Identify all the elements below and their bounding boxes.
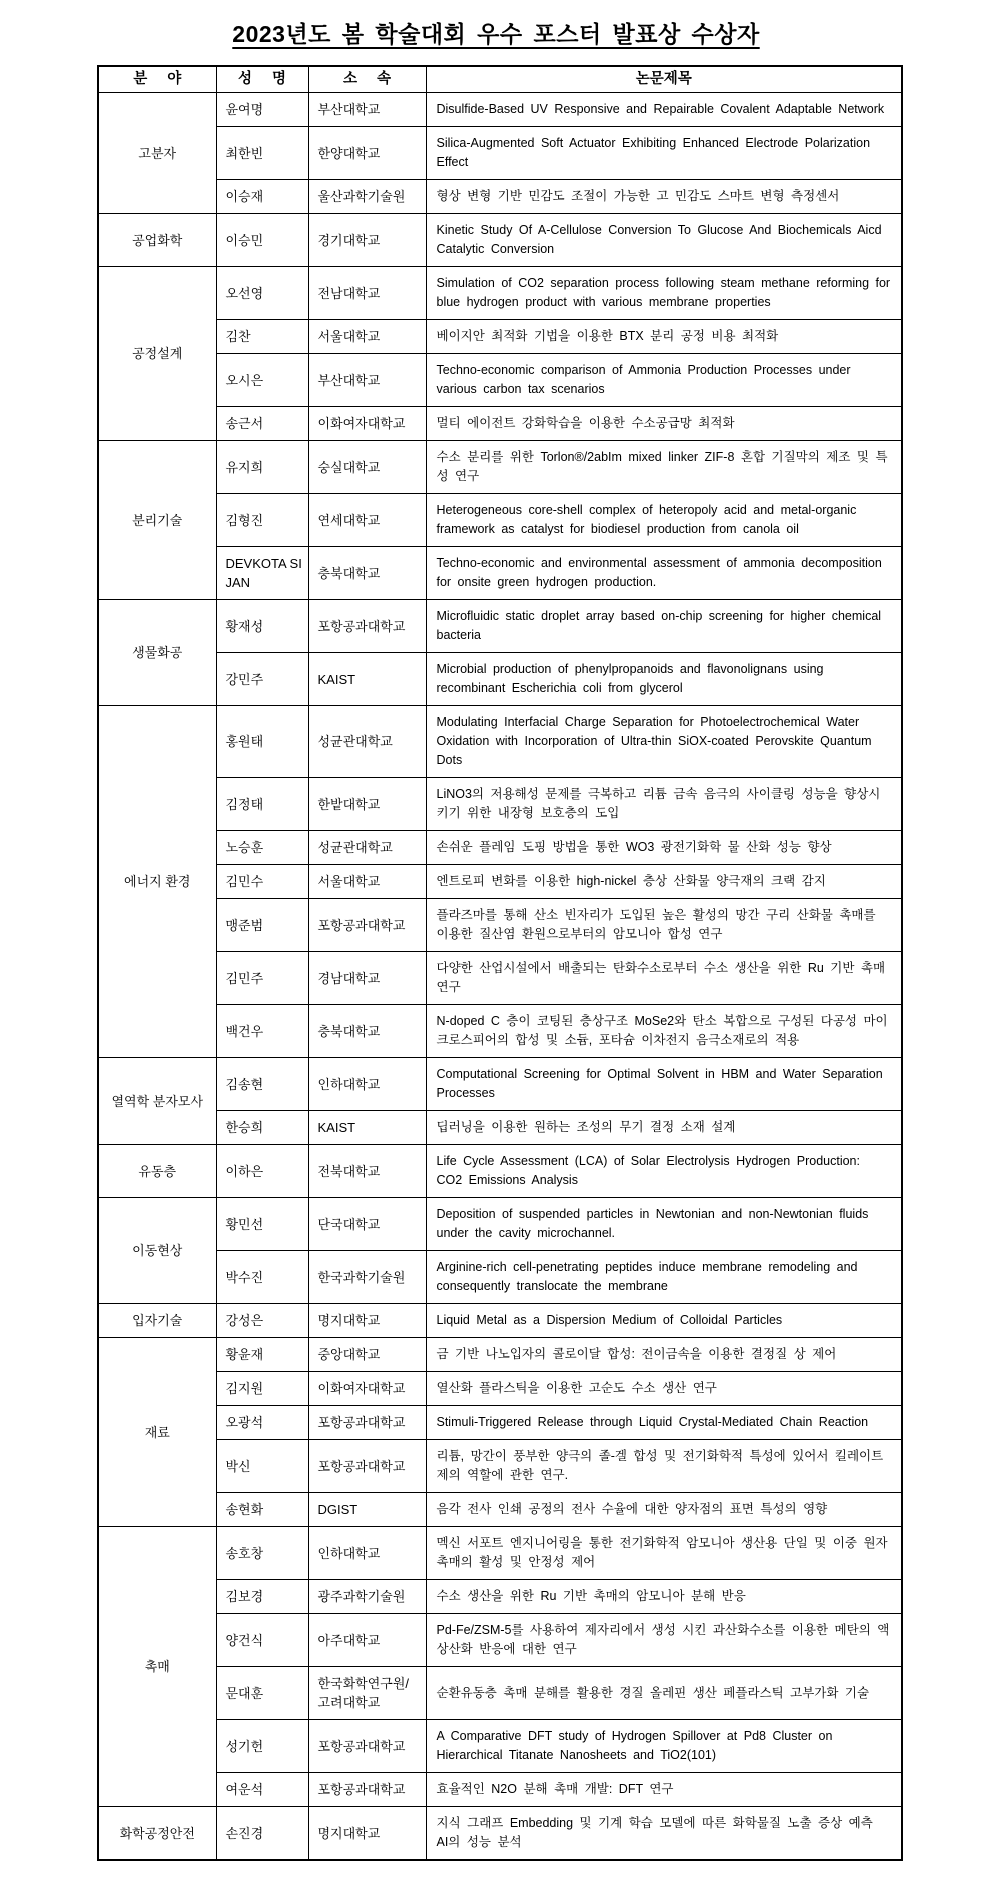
page-title: 2023년도 봄 학술대회 우수 포스터 발표상 수상자	[232, 21, 760, 47]
paper-title-cell: 효율적인 N2O 분해 촉매 개발: DFT 연구	[426, 1773, 902, 1807]
header-field: 분 야	[98, 66, 216, 93]
affiliation-cell: 포항공과대학교	[308, 1773, 426, 1807]
affiliation-cell: 성균관대학교	[308, 831, 426, 865]
affiliation-cell: 한국과학기술원	[308, 1251, 426, 1304]
name-cell: 송근서	[216, 407, 308, 441]
name-cell: 맹준범	[216, 899, 308, 952]
name-cell: 황재성	[216, 600, 308, 653]
name-cell: 이승재	[216, 180, 308, 214]
table-row	[98, 547, 902, 600]
name-cell: 강성은	[216, 1304, 308, 1338]
affiliation-cell: 포항공과대학교	[308, 1720, 426, 1773]
table-body	[98, 93, 902, 1861]
table-row	[98, 354, 902, 407]
paper-title-cell: 음각 전사 인쇄 공정의 전사 수율에 대한 양자점의 표면 특성의 영향	[426, 1493, 902, 1527]
affiliation-cell: 포항공과대학교	[308, 899, 426, 952]
name-cell: 황윤재	[216, 1338, 308, 1372]
name-cell: 오선영	[216, 267, 308, 320]
name-cell: 유지희	[216, 441, 308, 494]
table-row	[98, 1720, 902, 1773]
name-cell: 노승훈	[216, 831, 308, 865]
name-cell: 최한빈	[216, 127, 308, 180]
table-row	[98, 600, 902, 653]
table-row	[98, 1406, 902, 1440]
table-row	[98, 1304, 902, 1338]
name-cell: 한승희	[216, 1111, 308, 1145]
affiliation-cell: 광주과학기술원	[308, 1580, 426, 1614]
table-row	[98, 320, 902, 354]
paper-title-cell: Kinetic Study Of A-Cellulose Conversion To Glucose And Biochemicals Aicd Catalytic Conversion	[426, 214, 902, 267]
header-paper-title: 논문제목	[426, 66, 902, 93]
header-affiliation: 소 속	[308, 66, 426, 93]
name-cell: 김정태	[216, 778, 308, 831]
name-cell: 홍원태	[216, 706, 308, 778]
affiliation-cell: 서울대학교	[308, 865, 426, 899]
affiliation-cell: 명지대학교	[308, 1304, 426, 1338]
table-row	[98, 1058, 902, 1111]
table-row	[98, 1338, 902, 1372]
affiliation-cell: 포항공과대학교	[308, 1406, 426, 1440]
name-cell: DEVKOTA SIJAN	[216, 547, 308, 600]
paper-title-cell: LiNO3의 저용해성 문제를 극복하고 리튬 금속 음극의 사이클링 성능을 향상시키기 위한 내장형 보호층의 도입	[426, 778, 902, 831]
name-cell: 손진경	[216, 1807, 308, 1861]
paper-title-cell: 멀티 에이전트 강화학습을 이용한 수소공급망 최적화	[426, 407, 902, 441]
affiliation-cell: 충북대학교	[308, 547, 426, 600]
affiliation-cell: 부산대학교	[308, 93, 426, 127]
affiliation-cell: 전남대학교	[308, 267, 426, 320]
name-cell: 강민주	[216, 653, 308, 706]
affiliation-cell: 연세대학교	[308, 494, 426, 547]
paper-title-cell: Heterogeneous core-shell complex of heteropoly acid and metal-organic framework as catalyst for biodiesel production from canola oil	[426, 494, 902, 547]
affiliation-cell: 명지대학교	[308, 1807, 426, 1861]
paper-title-cell: 수소 분리를 위한 Torlon®/2abIm mixed linker ZIF-8 혼합 기질막의 제조 및 특성 연구	[426, 441, 902, 494]
table-row	[98, 706, 902, 778]
paper-title-cell: Stimuli-Triggered Release through Liquid Crystal-Mediated Chain Reaction	[426, 1406, 902, 1440]
paper-title-cell: Liquid Metal as a Dispersion Medium of Colloidal Particles	[426, 1304, 902, 1338]
table-row	[98, 180, 902, 214]
affiliation-cell: 중앙대학교	[308, 1338, 426, 1372]
paper-title-cell: 손쉬운 플레임 도핑 방법을 통한 WO3 광전기화학 물 산화 성능 향상	[426, 831, 902, 865]
paper-title-cell: Computational Screening for Optimal Solvent in HBM and Water Separation Processes	[426, 1058, 902, 1111]
paper-title-cell: N-doped C 층이 코팅된 층상구조 MoSe2와 탄소 복합으로 구성된 다공성 마이크로스피어의 합성 및 소듐, 포타슘 이차전지 음극소재로의 적용	[426, 1005, 902, 1058]
affiliation-cell: 단국대학교	[308, 1198, 426, 1251]
paper-title-cell: 베이지안 최적화 기법을 이용한 BTX 분리 공정 비용 최적화	[426, 320, 902, 354]
name-cell: 김찬	[216, 320, 308, 354]
field-cell: 생물화공	[98, 600, 216, 706]
field-cell: 고분자	[98, 93, 216, 214]
table-row	[98, 214, 902, 267]
paper-title-cell: 플라즈마를 통해 산소 빈자리가 도입된 높은 활성의 망간 구리 산화물 촉매를 이용한 질산염 환원으로부터의 암모니아 합성 연구	[426, 899, 902, 952]
affiliation-cell: 경기대학교	[308, 214, 426, 267]
table-header	[98, 66, 902, 93]
table-row	[98, 899, 902, 952]
paper-title-cell: 형상 변형 기반 민감도 조절이 가능한 고 민감도 스마트 변형 측정센서	[426, 180, 902, 214]
table-row	[98, 1440, 902, 1493]
paper-title-cell: Techno-economic and environmental assessment of ammonia decomposition for onsite green hydrogen production.	[426, 547, 902, 600]
field-cell: 공정설계	[98, 267, 216, 441]
table-row	[98, 865, 902, 899]
name-cell: 이승민	[216, 214, 308, 267]
table-row	[98, 1198, 902, 1251]
name-cell: 윤여명	[216, 93, 308, 127]
affiliation-cell: 숭실대학교	[308, 441, 426, 494]
name-cell: 여운석	[216, 1773, 308, 1807]
name-cell: 황민선	[216, 1198, 308, 1251]
name-cell: 박신	[216, 1440, 308, 1493]
table-row	[98, 1614, 902, 1667]
table-row	[98, 1145, 902, 1198]
paper-title-cell: 엔트로피 변화를 이용한 high-nickel 층상 산화물 양극재의 크랙 감지	[426, 865, 902, 899]
field-cell: 화학공정안전	[98, 1807, 216, 1861]
name-cell: 오광석	[216, 1406, 308, 1440]
paper-title-cell: Pd-Fe/ZSM-5를 사용하여 제자리에서 생성 시킨 과산화수소를 이용한 메탄의 액상산화 반응에 대한 연구	[426, 1614, 902, 1667]
header-row	[98, 66, 902, 93]
table-row	[98, 1527, 902, 1580]
table-row	[98, 1372, 902, 1406]
table-row	[98, 778, 902, 831]
paper-title-cell: 딥러닝을 이용한 원하는 조성의 무기 결정 소재 설계	[426, 1111, 902, 1145]
field-cell: 열역학 분자모사	[98, 1058, 216, 1145]
paper-title-cell: 순환유동층 촉매 분해를 활용한 경질 올레핀 생산 페플라스틱 고부가화 기술	[426, 1667, 902, 1720]
table-row	[98, 441, 902, 494]
affiliation-cell: 서울대학교	[308, 320, 426, 354]
paper-title-cell: Arginine-rich cell-penetrating peptides induce membrane remodeling and consequently translocate the membrane	[426, 1251, 902, 1304]
name-cell: 송호창	[216, 1527, 308, 1580]
table-row	[98, 1251, 902, 1304]
affiliation-cell: 한밭대학교	[308, 778, 426, 831]
header-name: 성 명	[216, 66, 308, 93]
affiliation-cell: 부산대학교	[308, 354, 426, 407]
table-row	[98, 407, 902, 441]
field-cell: 촉매	[98, 1527, 216, 1807]
paper-title-cell: Microfluidic static droplet array based on-chip screening for higher chemical bacteria	[426, 600, 902, 653]
affiliation-cell: 전북대학교	[308, 1145, 426, 1198]
paper-title-cell: 금 기반 나노입자의 콜로이달 합성: 전이금속을 이용한 결정질 상 제어	[426, 1338, 902, 1372]
name-cell: 백건우	[216, 1005, 308, 1058]
table-row	[98, 1807, 902, 1861]
field-cell: 입자기술	[98, 1304, 216, 1338]
field-cell: 유동층	[98, 1145, 216, 1198]
affiliation-cell: DGIST	[308, 1493, 426, 1527]
affiliation-cell: 이화여자대학교	[308, 1372, 426, 1406]
affiliation-cell: 울산과학기술원	[308, 180, 426, 214]
paper-title-cell: Disulfide-Based UV Responsive and Repairable Covalent Adaptable Network	[426, 93, 902, 127]
affiliation-cell: 인하대학교	[308, 1058, 426, 1111]
affiliation-cell: 충북대학교	[308, 1005, 426, 1058]
name-cell: 김민수	[216, 865, 308, 899]
table-row	[98, 494, 902, 547]
affiliation-cell: 포항공과대학교	[308, 1440, 426, 1493]
name-cell: 송현화	[216, 1493, 308, 1527]
name-cell: 오시은	[216, 354, 308, 407]
field-cell: 이동현상	[98, 1198, 216, 1304]
affiliation-cell: 성균관대학교	[308, 706, 426, 778]
field-cell: 분리기술	[98, 441, 216, 600]
table-row	[98, 1493, 902, 1527]
paper-title-cell: Modulating Interfacial Charge Separation for Photoelectrochemical Water Oxidation with Incorporation of Ultra-thin SiOX-coated Perovskite Quantum Dots	[426, 706, 902, 778]
table-row	[98, 93, 902, 127]
affiliation-cell: 이화여자대학교	[308, 407, 426, 441]
table-row	[98, 1667, 902, 1720]
table-row	[98, 127, 902, 180]
affiliation-cell: 한양대학교	[308, 127, 426, 180]
affiliation-cell: 한국화학연구원/고려대학교	[308, 1667, 426, 1720]
table-row	[98, 831, 902, 865]
table-row	[98, 1773, 902, 1807]
affiliation-cell: KAIST	[308, 1111, 426, 1145]
field-cell: 공업화학	[98, 214, 216, 267]
paper-title-cell: 다양한 산업시설에서 배출되는 탄화수소로부터 수소 생산을 위한 Ru 기반 촉매 연구	[426, 952, 902, 1005]
field-cell: 재료	[98, 1338, 216, 1527]
paper-title-cell: A Comparative DFT study of Hydrogen Spillover at Pd8 Cluster on Hierarchical Titanate Nanosheets and TiO2(101)	[426, 1720, 902, 1773]
name-cell: 성기헌	[216, 1720, 308, 1773]
paper-title-cell: Techno-economic comparison of Ammonia Production Processes under various carbon tax scenarios	[426, 354, 902, 407]
paper-title-cell: 지식 그래프 Embedding 및 기계 학습 모델에 따른 화학물질 노출 증상 예측 AI의 성능 분석	[426, 1807, 902, 1861]
table-row	[98, 653, 902, 706]
affiliation-cell: 인하대학교	[308, 1527, 426, 1580]
paper-title-cell: Simulation of CO2 separation process following steam methane reforming for blue hydrogen product with various membrane properties	[426, 267, 902, 320]
paper-title-cell: Microbial production of phenylpropanoids and flavonolignans using recombinant Escherichia coli from glycerol	[426, 653, 902, 706]
table-row	[98, 952, 902, 1005]
table-row	[98, 1005, 902, 1058]
affiliation-cell: 포항공과대학교	[308, 600, 426, 653]
name-cell: 문대훈	[216, 1667, 308, 1720]
paper-title-cell: 수소 생산을 위한 Ru 기반 촉매의 암모니아 분해 반응	[426, 1580, 902, 1614]
name-cell: 김송현	[216, 1058, 308, 1111]
awards-table	[97, 65, 903, 1861]
name-cell: 김보경	[216, 1580, 308, 1614]
name-cell: 김지원	[216, 1372, 308, 1406]
name-cell: 김형진	[216, 494, 308, 547]
paper-title-cell: Life Cycle Assessment (LCA) of Solar Electrolysis Hydrogen Production: CO2 Emissions Analysis	[426, 1145, 902, 1198]
field-cell: 에너지 환경	[98, 706, 216, 1058]
name-cell: 이하은	[216, 1145, 308, 1198]
paper-title-cell: 리튬, 망간이 풍부한 양극의 졸-겔 합성 및 전기화학적 특성에 있어서 킬레이트제의 역할에 관한 연구.	[426, 1440, 902, 1493]
affiliation-cell: 경남대학교	[308, 952, 426, 1005]
paper-title-cell: 멕신 서포트 엔지니어링을 통한 전기화학적 암모니아 생산용 단일 및 이중 원자 촉매의 활성 및 안정성 제어	[426, 1527, 902, 1580]
name-cell: 김민주	[216, 952, 308, 1005]
paper-title-cell: Silica-Augmented Soft Actuator Exhibiting Enhanced Electrode Polarization Effect	[426, 127, 902, 180]
paper-title-cell: 열산화 플라스틱을 이용한 고순도 수소 생산 연구	[426, 1372, 902, 1406]
name-cell: 양건식	[216, 1614, 308, 1667]
table-row	[98, 267, 902, 320]
affiliation-cell: 아주대학교	[308, 1614, 426, 1667]
name-cell: 박수진	[216, 1251, 308, 1304]
table-row	[98, 1580, 902, 1614]
paper-title-cell: Deposition of suspended particles in Newtonian and non-Newtonian fluids under the cavity microchannel.	[426, 1198, 902, 1251]
affiliation-cell: KAIST	[308, 653, 426, 706]
table-row	[98, 1111, 902, 1145]
